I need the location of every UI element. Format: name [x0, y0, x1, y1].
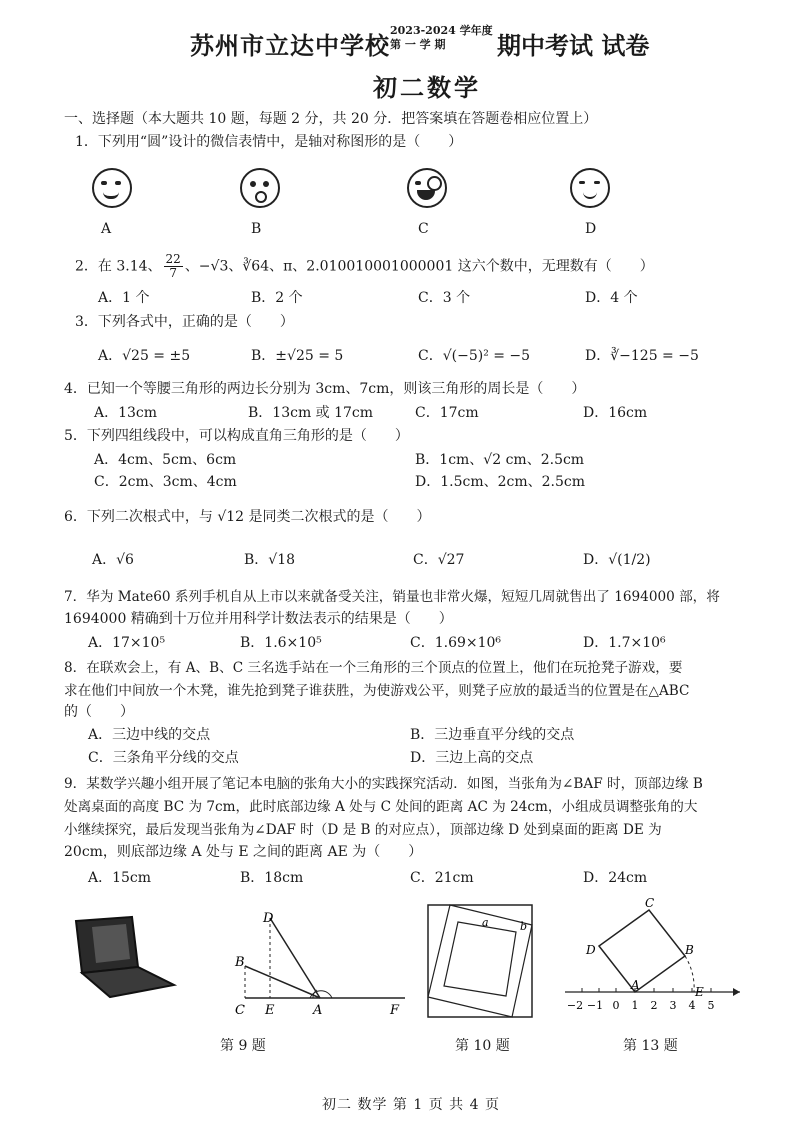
- fig13-label-c: C: [645, 896, 655, 910]
- q1-stem: 1．下列用“圆”设计的微信表情中，是轴对称图形的是（ ）: [75, 134, 463, 150]
- fig13-label-b: B: [685, 943, 694, 957]
- figure-10-diagram: [420, 900, 540, 1025]
- fig9-label-f: F: [390, 1003, 400, 1018]
- q4-stem: 4．已知一个等腰三角形的两边长分别为 3cm、7cm，则该三角形的周长是（ ）: [64, 381, 586, 397]
- q2-fraction: [164, 253, 183, 280]
- q2-stem: [75, 253, 654, 280]
- q5-option-b: B．1cm、√2 cm、2.5cm: [415, 452, 585, 468]
- q6-option-c: C．√27: [413, 552, 465, 568]
- q7-line-1: 7．华为 Mate60 系列手机自从上市以来就备受关注，销量也非常火爆，短短几周就售出了 1694000 部，将: [64, 589, 720, 605]
- q9-option-d: D．24cm: [583, 870, 648, 886]
- exam-title: 期中考试 试卷: [497, 31, 650, 60]
- q8-option-c: C．三条角平分线的交点: [88, 750, 239, 766]
- fig13-label-e: E: [695, 985, 704, 999]
- q8-line-1: 8．在联欢会上，有 A、B、C 三名选手站在一个三角形的三个顶点的位置上，他们在玩抢凳子游戏，要: [64, 660, 683, 676]
- fig10-label-a: a: [482, 916, 489, 929]
- q5-stem: 5．下列四组线段中，可以构成直角三角形的是（ ）: [64, 428, 409, 444]
- q2-option-d: D．4 个: [585, 290, 638, 306]
- q5-option-a: A．4cm、5cm、6cm: [94, 452, 237, 468]
- q9-option-a: A．15cm: [88, 870, 152, 886]
- fig13-tick: 5: [707, 999, 715, 1012]
- q2-option-c: C．3 个: [418, 290, 471, 306]
- fig10-label-b: b: [520, 920, 528, 933]
- q3-option-b: B．±√25 = 5: [251, 348, 344, 364]
- year-range: 2023-2024 学年度: [390, 24, 493, 37]
- semester: 第 一 学 期: [390, 38, 446, 51]
- q3-option-a: A．√25 = ±5: [98, 348, 191, 364]
- emoji-b-icon: [240, 168, 280, 208]
- emoji-c-icon: [407, 168, 447, 208]
- q4-option-c: C．17cm: [415, 405, 479, 421]
- q1-option-a: A: [101, 221, 112, 237]
- fig9-label-e: E: [265, 1003, 275, 1018]
- q2-stem-start: 2．在 3.14、: [75, 258, 162, 275]
- q6-stem: 6．下列二次根式中，与 √12 是同类二次根式的是（ ）: [64, 509, 431, 525]
- q1-option-d: D: [585, 221, 597, 237]
- q5-option-c: C．2cm、3cm、4cm: [94, 474, 237, 490]
- q2-stem-end: 、−√3、∛64、π、2.010010001000001 这六个数中，无理数有（ ）: [184, 258, 654, 275]
- q9-line-4: 20cm，则底部边缘 A 处与 E 之间的距离 AE 为（ ）: [64, 844, 423, 860]
- q2-fraction-num: 22: [165, 252, 181, 266]
- figure-9-diagram: [225, 908, 415, 1018]
- school-name: 苏州市立达中学校: [190, 31, 390, 60]
- fig13-tick: −1: [586, 999, 604, 1012]
- caption-figure-10: 第 10 题: [455, 1038, 510, 1054]
- q6-option-d: D．√(1/2): [583, 552, 651, 568]
- fig13-tick: 0: [612, 999, 620, 1012]
- q8-line-3: 的（ ）: [64, 704, 134, 720]
- q4-option-a: A．13cm: [94, 405, 158, 421]
- q8-option-d: D．三边上高的交点: [410, 750, 534, 766]
- q6-option-a: A．√6: [92, 552, 134, 568]
- q1-option-c: C: [418, 221, 429, 237]
- q2-option-b: B．2 个: [251, 290, 303, 306]
- q7-option-d: D．1.7×10⁶: [583, 635, 666, 651]
- emoji-a-icon: [92, 168, 132, 208]
- laptop-photo: [70, 915, 180, 1000]
- q4-option-d: D．16cm: [583, 405, 648, 421]
- emoji-d-icon: [570, 168, 610, 208]
- q3-stem: 3．下列各式中，正确的是（ ）: [75, 314, 294, 330]
- figure-13-diagram: [555, 892, 750, 1027]
- q1-option-b: B: [251, 221, 262, 237]
- q9-line-1: 9．某数学兴趣小组开展了笔记本电脑的张角大小的实践探究活动．如图，当张角为∠BAF 时，顶部边缘 B: [64, 776, 703, 792]
- page-footer: 初二 数学 第 1 页 共 4 页: [322, 1097, 500, 1113]
- caption-figure-9: 第 9 题: [220, 1038, 266, 1054]
- fig13-tick: −2: [566, 999, 584, 1012]
- q3-option-c: C．√(−5)² = −5: [418, 348, 531, 364]
- q6-option-b: B．√18: [244, 552, 296, 568]
- q7-option-b: B．1.6×10⁵: [240, 635, 322, 651]
- fig9-label-d: D: [263, 911, 274, 926]
- fig13-label-d: D: [586, 943, 596, 957]
- fig13-tick: 4: [688, 999, 696, 1012]
- school-year: [390, 24, 493, 52]
- fig9-label-c: C: [235, 1003, 245, 1018]
- q8-line-2: 求在他们中间放一个木凳，谁先抢到凳子谁获胜，为使游戏公平，则凳子应放的最适当的位置是在△ABC: [64, 683, 690, 699]
- q5-option-d: D．1.5cm、2cm、2.5cm: [415, 474, 586, 490]
- q9-option-c: C．21cm: [410, 870, 474, 886]
- q8-option-b: B．三边垂直平分线的交点: [410, 727, 575, 743]
- fig13-tick: 1: [631, 999, 639, 1012]
- fig9-label-a: A: [313, 1003, 323, 1018]
- fig13-tick: 2: [650, 999, 658, 1012]
- subject-title: 初二数学: [373, 73, 481, 102]
- q7-option-a: A．17×10⁵: [88, 635, 166, 651]
- section-heading: 一、选择题（本大题共 10 题，每题 2 分，共 20 分．把答案填在答题卷相应位置上）: [64, 111, 598, 127]
- q7-option-c: C．1.69×10⁶: [410, 635, 502, 651]
- q4-option-b: B．13cm 或 17cm: [248, 405, 374, 421]
- q2-fraction-den: 7: [169, 266, 177, 280]
- caption-figure-13: 第 13 题: [623, 1038, 678, 1054]
- fig13-tick: 3: [669, 999, 677, 1012]
- q9-line-3: 小继续探究，最后发现当张角为∠DAF 时（D 是 B 的对应点），顶部边缘 D 处到桌面的距离 DE 为: [64, 822, 662, 838]
- q7-line-2: 1694000 精确到十万位并用科学计数法表示的结果是（ ）: [64, 611, 453, 627]
- q2-option-a: A．1 个: [98, 290, 150, 306]
- q9-option-b: B．18cm: [240, 870, 304, 886]
- q9-line-2: 处离桌面的高度 BC 为 7cm，此时底部边缘 A 处与 C 处间的距离 AC 为 24cm，小组成员调整张角的大: [64, 799, 698, 815]
- fig9-label-b: B: [235, 955, 245, 970]
- q8-option-a: A．三边中线的交点: [88, 727, 211, 743]
- fig13-label-a: A: [631, 978, 640, 992]
- q3-option-d: D．∛−125 = −5: [585, 348, 699, 364]
